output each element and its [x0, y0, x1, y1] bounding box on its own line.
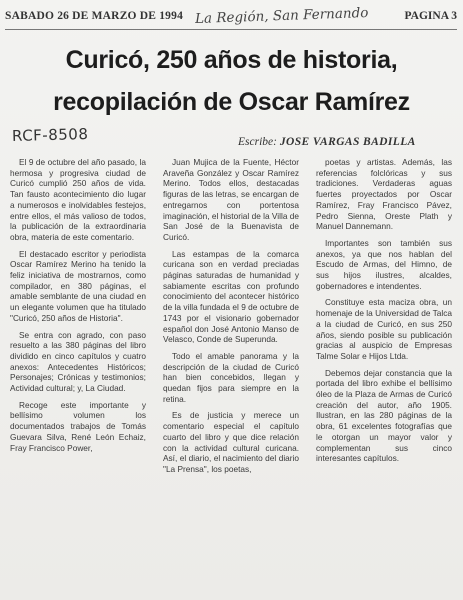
paragraph: Juan Mujica de la Fuente, Héctor Araveña González y Oscar Ramírez Merino. Todos ellos, destacadas figuras de las letras, se encargan de entregarnos con portentosa imaginación, el historial de la Villa de San José de la Buenavista de Curicó. [163, 157, 299, 242]
headline-line-2: recopilación de Oscar Ramírez [53, 88, 410, 116]
byline-prefix: Escribe: [238, 136, 277, 148]
headline-line-1: Curicó, 250 años de historia, [65, 46, 398, 74]
paragraph: Todo el amable panorama y la descripción de la ciudad de Curicó han bien concebidos, llegan y quedan fijos para siempre en la retina. [163, 350, 299, 404]
paragraph: Se entra con agrado, con paso resuelto a las 380 páginas del libro dividido en cinco capítulos y cuatro anexos: Antecedentes Históricos; Personajes; Crónicas y testimonios; Actividad cultural; y, La Ciudad. [10, 329, 146, 394]
paragraph: El destacado escritor y periodista Oscar Ramírez Merino ha tenido la feliz iniciativa de mostrarnos, como compilador, en 380 páginas, el amable semblante de una ciudad en un elegante volumen que ha titulado "Curicó, 250 años de Historia". [10, 248, 146, 323]
header-date: SABADO 26 DE MARZO DE 1994 [5, 10, 184, 22]
paragraph: Es de justicia y merece un comentario especial el capítulo cuarto del libro y que dice relación con la actividad cultural curicana. Así, el diario, el nacimiento del diario "La Prensa", los poetas, [163, 410, 299, 474]
handwritten-source-note: La Región, San Fernando [194, 4, 369, 28]
article-body [10, 157, 455, 595]
article-column-3 [316, 157, 452, 595]
paragraph: Recoge este importante y bellísimo volumen los documentados trabajos de Tomás Guevara Silva, René León Echaiz, Fray Francisco Power, [10, 399, 146, 453]
page-header [5, 5, 457, 27]
byline-author: JOSE VARGAS BADILLA [279, 136, 416, 148]
paragraph: Las estampas de la comarca curicana son en verdad preciadas páginas saturadas de humanidad y sabiamente escritas con profundo conocimiento del acontecer histórico de la villa fundada el 9 de octubre de 1743 por el visionario gobernador español don José Antonio Manso de Velasco, Conde de Superunda. [163, 248, 299, 345]
paragraph: Importantes son también sus anexos, ya que nos hablan del Escudo de Armas, del Himno, de sus hijos ilustres, alcaldes, gobernadores e intendentes. [316, 237, 452, 291]
paragraph: El 9 de octubre del año pasado, la hermosa y progresiva ciudad de Curicó cumplió 250 años de vida. Tan fausto acontecimiento dio lugar a numerosos e inolvidables festejos, entre ellos, el más valioso de todos, la publicación de la extraordinaria obra, materia de este comentario. [10, 157, 146, 242]
paragraph: Constituye esta maciza obra, un homenaje de la Universidad de Talca a la ciudad de Curicó, en sus 250 años, siendo posible su publicación gracias al auspicio de Empresas Talme Solar e Hijos Ltda. [316, 297, 452, 361]
paragraph: poetas y artistas. Además, las referencias folclóricas y sus tradiciones. Verdaderas aguas fuertes proyectados por Oscar Ramírez, Fray Francisco Pávez, Pedro Sienna, Oreste Plath y Manuel Dannemann. [316, 157, 452, 232]
archive-stamp: RCF-8508 [11, 125, 89, 145]
header-rule [5, 29, 457, 30]
article-column-2 [163, 157, 299, 595]
byline [238, 136, 416, 148]
paragraph: Debemos dejar constancia que la portada del libro exhibe el bellísimo óleo de la Plaza de Armas de Curicó creación del autor, año 1905. Ilustran, en las 280 páginas de la obra, 61 excelentes fotografías que le otorgan un mayor valor y complementan sus cinco interesantes capítulos. [316, 367, 452, 464]
page-number: PAGINA 3 [404, 10, 457, 22]
article-column-1 [10, 157, 146, 595]
